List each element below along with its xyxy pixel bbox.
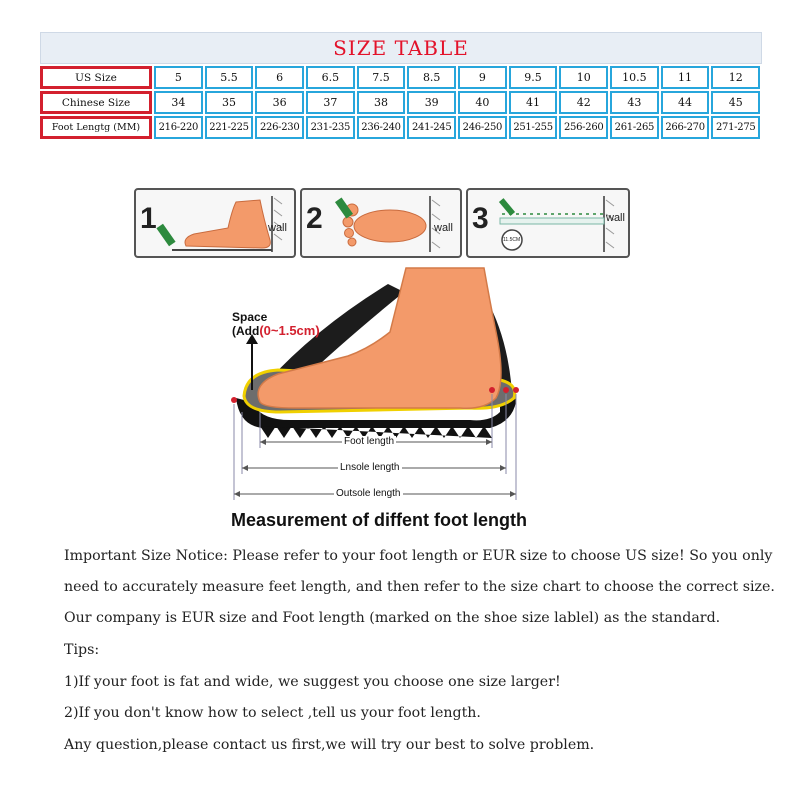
table-cell: 10.5: [610, 66, 659, 89]
table-cell: 251-255: [509, 116, 558, 139]
table-cell: 38: [357, 91, 406, 114]
size-table-title-bar: [40, 32, 762, 64]
table-cell: 8.5: [407, 66, 456, 89]
table-cell: 36: [255, 91, 304, 114]
table-row-chinese-size: [40, 91, 762, 114]
foot-length-label: Foot length: [344, 436, 395, 447]
table-cell: 37: [306, 91, 355, 114]
size-notice-line-1: Important Size Notice: Please refer to your foot length or EUR size to choose US size! So you only: [64, 548, 773, 564]
size-table-rows: [40, 66, 762, 139]
measure-step-2: [300, 188, 462, 258]
insole-length-label: Lnsole length: [340, 462, 400, 473]
table-cell: 12: [711, 66, 760, 89]
space-title: Space: [232, 310, 268, 324]
table-cell: 41: [509, 91, 558, 114]
table-cell: 9: [458, 66, 507, 89]
table-cell: 241-245: [407, 116, 456, 139]
row-header-us-size: US Size: [40, 66, 152, 89]
space-range: (0~1.5cm): [259, 323, 320, 338]
table-cell: 34: [154, 91, 203, 114]
size-notice-line-2: need to accurately measure feet length, and then refer to the size chart to choose the correct size.: [64, 579, 775, 595]
table-cell: 9.5: [509, 66, 558, 89]
table-cell: 6.5: [306, 66, 355, 89]
space-label: [232, 310, 320, 338]
wall-label: wall: [606, 212, 625, 224]
tip-1: 1)If your foot is fat and wide, we suggest you choose one size larger!: [64, 674, 561, 690]
diagram-caption: Measurement of diffent foot length: [231, 510, 527, 530]
table-cell: 5.5: [205, 66, 254, 89]
table-cell: 7.5: [357, 66, 406, 89]
tips-heading: Tips:: [64, 642, 100, 658]
table-cell: 11: [661, 66, 710, 89]
table-cell: 40: [458, 91, 507, 114]
table-cell: 39: [407, 91, 456, 114]
table-cell: 236-240: [357, 116, 406, 139]
table-cell: 216-220: [154, 116, 203, 139]
table-cell: 35: [205, 91, 254, 114]
tip-2: 2)If you don't know how to select ,tell us your foot length.: [64, 705, 481, 721]
step-number: 2: [306, 202, 323, 235]
row-header-chinese-size: Chinese Size: [40, 91, 152, 114]
wall-label: wall: [434, 222, 453, 234]
table-cell: 261-265: [610, 116, 659, 139]
table-cell: 6: [255, 66, 304, 89]
table-cell: 42: [559, 91, 608, 114]
table-cell: 10: [559, 66, 608, 89]
table-cell: 256-260: [559, 116, 608, 139]
table-cell: 43: [610, 91, 659, 114]
table-cell: 231-235: [306, 116, 355, 139]
foot-length-diagram: [200, 262, 560, 512]
outsole-length-label: Outsole length: [336, 488, 401, 499]
table-cell: 271-275: [711, 116, 760, 139]
space-add: (Add: [232, 324, 260, 338]
size-table: [40, 32, 762, 139]
step-number: 1: [140, 202, 157, 235]
table-cell: 5: [154, 66, 203, 89]
table-cell: 266-270: [661, 116, 710, 139]
size-table-title: SIZE TABLE: [333, 36, 469, 60]
measure-step-1: [134, 188, 296, 258]
table-cell: 226-230: [255, 116, 304, 139]
table-cell: 221-225: [205, 116, 254, 139]
ruler-mark-label: 11.5CM: [503, 237, 521, 243]
step-number: 3: [472, 202, 489, 235]
wall-label: wall: [268, 222, 287, 234]
table-cell: 45: [711, 91, 760, 114]
shoe-cross-section-illustration: [200, 262, 560, 512]
table-cell: 246-250: [458, 116, 507, 139]
table-row-us-size: [40, 66, 762, 89]
table-row-foot-length: [40, 116, 762, 139]
row-header-foot-length: Foot Lengtg (MM): [40, 116, 152, 139]
ruler-illustration: [468, 190, 632, 260]
measure-step-3: [466, 188, 630, 258]
closing-note: Any question,please contact us first,we will try our best to solve problem.: [64, 737, 595, 753]
table-cell: 44: [661, 91, 710, 114]
size-notice-line-3: Our company is EUR size and Foot length (marked on the shoe size lablel) as the standard.: [64, 610, 721, 626]
